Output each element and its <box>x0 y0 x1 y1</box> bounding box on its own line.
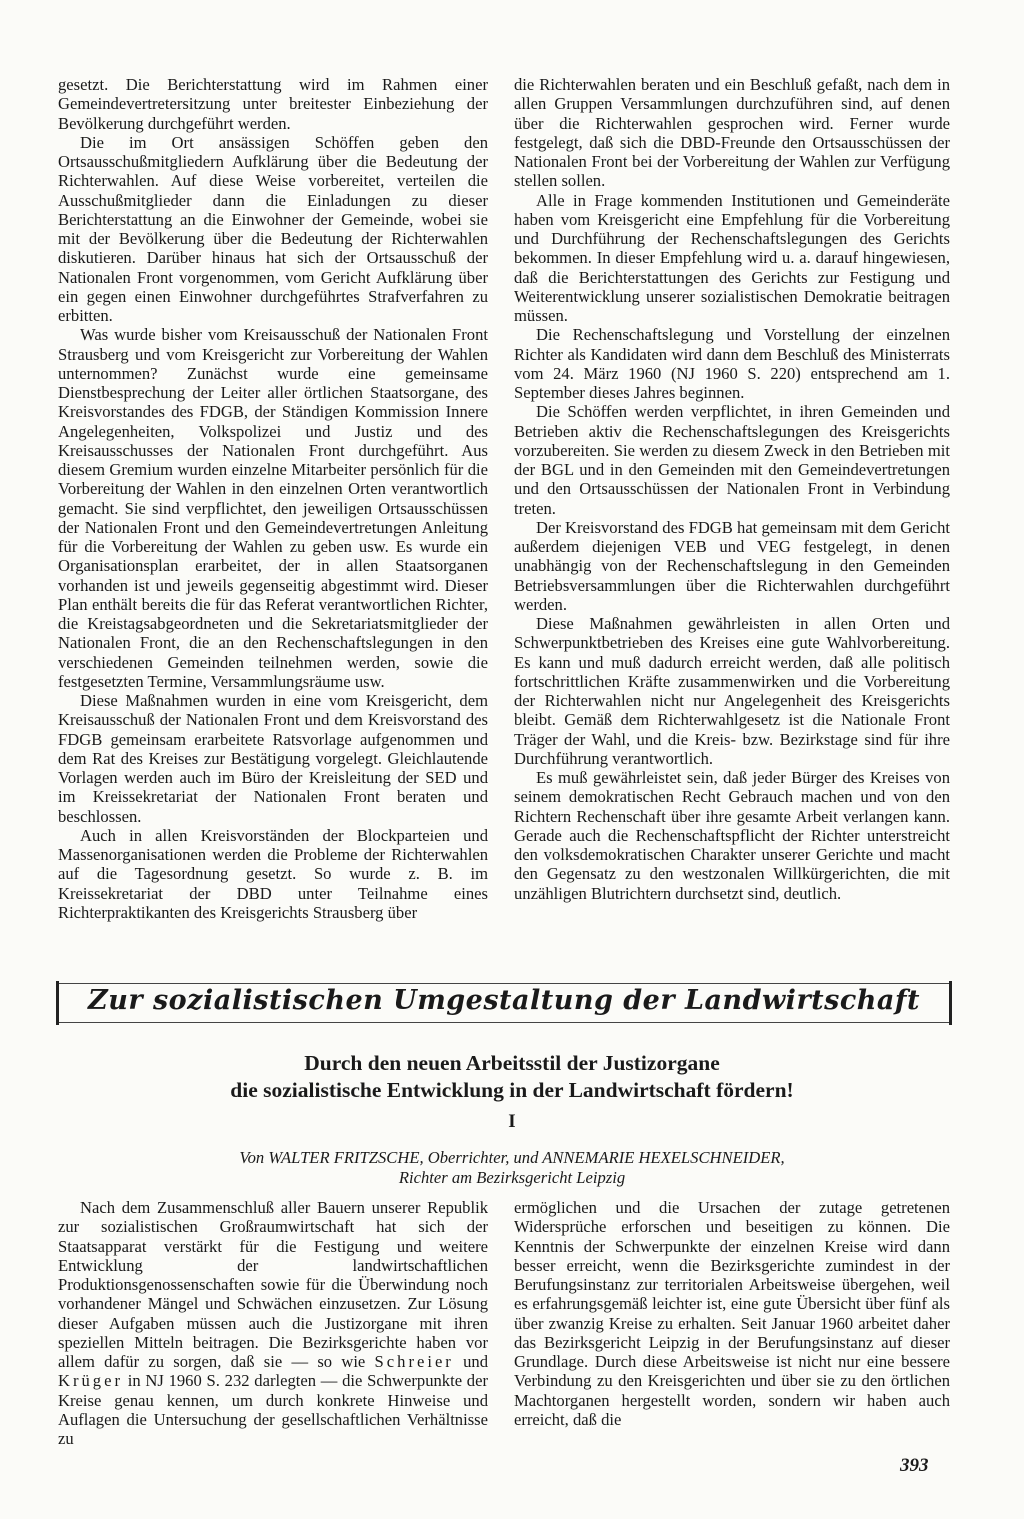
headline-line-1: Durch den neuen Arbeitsstil der Justizorgane <box>304 1051 720 1075</box>
paragraph: Was wurde bisher vom Kreisausschuß der Nationalen Front Strausberg und vom Kreisgericht zur Vorbereitung der Wahlen unternommen? Zunächst wurde eine gemeinsame Dienstbesprechung der Leiter aller örtlichen Staatsorgane, des Kreisvorstandes des FDGB, der Ständigen Kommission Innere Angelegenheiten, Volkspolizei und Justiz und des Kreisausschusses der Nationalen Front durchgeführt. Aus diesem Gremium wurden einzelne Mitarbeiter persönlich für die Vorbereitung der Wahlen in den einzelnen Orten verantwortlich gemacht. Sie sind verpflichtet, den jeweiligen Ortsausschüssen der Nationalen Front und den Gemeindevertretungen Anleitung für die Vorbereitung der Wahlen zu geben usw. Es wurde ein Organisationsplan erarbeitet, der in allen Staatsorganen vorhanden ist und jeweils gegenseitig abgestimmt wird. Dieser Plan enthält bereits die für das Referat verantwortlichen Richter, die Kreistagsabgeordneten und die Sekretariatsmitglieder der Nationalen Front, die an den Rechenschaftslegungen in den verschiedenen Gemeinden teilnehmen werden, sowie die festgesetzten Termine, Versammlungsräume usw. <box>58 325 488 691</box>
text-run: und <box>463 1352 488 1371</box>
paragraph: ermöglichen und die Ursachen der zutage getretenen Widersprüche erforschen und beseitigen zu können. Die Kenntnis der Schwerpunkte der einzelnen Kreise wird dann besser erreicht, wenn die Bezirksgerichte zumindest in der Berufungsinstanz zur territorialen Arbeitsweise übergehen, weil es erfahrungsgemäß leichter ist, eine gute Übersicht über fünf als über zwanzig Kreise zu erhalten. Seit Januar 1960 arbeitet daher das Bezirksgericht Leipzig in der Berufungsinstanz auf dieser Grundlage. Durch diese Arbeitsweise ist nicht nur eine bessere Verbindung zu den Kreisgerichten und über sie zu den örtlichen Machtorganen hergestellt worden, sondern wir haben auch erreicht, daß die <box>514 1198 950 1429</box>
byline-line-2: Richter am Bezirksgericht Leipzig <box>398 1168 626 1187</box>
paragraph: Die im Ort ansässigen Schöffen geben den Ortsausschußmitgliedern Aufklärung über die Bedeutung der Richterwahlen. Auf diese Weise vorbereitet, verteilen die Ausschußmitglieder dann die Einladungen zu dieser Berichterstattung an die Einwohner der Gemeinde, wobei sie mit der Bevölkerung über die Bedeutung der Richterwahlen diskutieren. Darüber hinaus hat sich der Ortsausschuß der Nationalen Front vorgenommen, vom Gericht Aufklärung über ein gegen einen Einwohner durchgeführtes Strafverfahren zu erbitten. <box>58 132 488 325</box>
text-run: in NJ 1960 S. 232 darlegten — die Schwerpunkte der Kreise genau kennen, um durch konkrete Hinweise und Auflagen die Untersuchung der gesellschaftlichen Verhältnisse zu <box>58 1371 488 1448</box>
paragraph: Die Rechenschaftslegung und Vorstellung der einzelnen Richter als Kandidaten wird dann dem Beschluß des Ministerrats vom 24. März 1960 (NJ 1960 S. 220) entsprechend am 1. September dieses Jahres beginnen. <box>514 325 950 402</box>
section-numeral: I <box>508 1111 516 1132</box>
paragraph: Alle in Frage kommenden Institutionen und Gemeinderäte haben vom Kreisgericht eine Empfehlung für die Vorbereitung und Durchführung der Rechenschaftslegungen des Gerichts bekommen. In dieser Empfehlung wird u. a. darauf hingewiesen, daß die Berichterstattungen des Gerichts zur Festigung und Weiterentwicklung unserer sozialistischen Demokratie beitragen müssen. <box>514 190 950 325</box>
section-banner-title: Zur sozialistischen Umgestaltung der Landwirtschaft <box>87 985 920 1016</box>
paragraph: Der Kreisvorstand des FDGB hat gemeinsam mit dem Gericht außerdem diejenigen VEB und VEG festgelegt, in denen unabhängig von der Rechenschaftslegung in den Gemeinden Betriebsversammlungen über die Richterwahlen durchgeführt werden. <box>514 517 950 614</box>
lower-right-column <box>514 1198 950 1429</box>
text-run: Nach dem Zusammenschluß aller Bauern unserer Republik zur sozialistischen Großraumwirtschaft hat sich der Staatsapparat verstärkt für die Festigung und weitere Entwicklung der landwirtschaftlichen Produktionsgenossenschaften sowie für die Überwindung noch vorhandener Mängel und Schwächen einzusetzen. Zur Lösung dieser Aufgaben müssen auch die Justizorgane mit ihren speziellen Mitteln beitragen. Die Bezirksgerichte haben vor allem dafür zu sorgen, daß sie — so wie <box>58 1198 488 1371</box>
paragraph: Es muß gewährleistet sein, daß jeder Bürger des Kreises von seinem demokratischen Recht Gebrauch machen und von den Richtern Rechenschaft über ihre gesamte Arbeit verlangen kann. Gerade auch die Rechenschaftspflicht der Richter unterstreicht den volksdemokratischen Charakter unserer Gerichte und macht den Gegensatz zu den westzonalen Willkürgerichten, die mit unzähligen Blutrichtern durchsetzt sind, deutlich. <box>514 768 950 903</box>
page-number: 393 <box>900 1455 929 1476</box>
author-reference: Krüger <box>58 1371 123 1391</box>
paragraph <box>58 1198 488 1448</box>
paragraph: Die Schöffen werden verpflichtet, in ihren Gemeinden und Betrieben aktiv die Rechenschaftslegungen des Kreisgerichts vorzubereiten. Sie werden zu diesem Zweck in den Betrieben mit der BGL und in den Gemeinden mit den Gemeindevertretungen und den Ortsausschüssen der Nationalen Front in Verbindung treten. <box>514 402 950 518</box>
section-banner <box>56 981 952 1025</box>
lower-left-column <box>58 1198 488 1448</box>
article-headline <box>100 1050 924 1104</box>
paragraph: Diese Maßnahmen gewährleisten in allen Orten und Schwerpunktbetrieben des Kreises eine gute Wahlvorbereitung. Es kann und muß dadurch erreicht werden, daß alle politisch fortschrittlichen Kräfte zusammenwirken und die Vorbereitung der Richterwahlen nicht nur Angelegenheit des Kreisgerichts bleibt. Gemäß dem Richterwahlgesetz ist die Nationale Front Träger der Wahl, und die Kreis- bzw. Bezirkstage sind für ihre Durchführung verantwortlich. <box>514 614 950 768</box>
byline-line-1: Von WALTER FRITZSCHE, Oberrichter, und ANNEMARIE HEXELSCHNEIDER, <box>239 1148 785 1167</box>
paragraph: Diese Maßnahmen wurden in eine vom Kreisgericht, dem Kreisausschuß der Nationalen Front und dem Kreisvorstand des FDGB gemeinsam erarbeitete Ratsvorlage aufgenommen und dem Rat des Kreises zur Bestätigung vorgelegt. Gleichlautende Vorlagen werden auch im Büro der Kreisleitung der SED und im Kreissekretariat der Nationalen Front beraten und beschlossen. <box>58 691 488 826</box>
headline-line-2: die sozialistische Entwicklung in der Landwirtschaft fördern! <box>230 1078 794 1102</box>
paragraph: die Richterwahlen beraten und ein Beschluß gefaßt, nach dem in allen Gruppen Versammlungen durchzuführen sind, auf denen über die Richterwahlen gesprochen wird. Ferner wurde festgelegt, daß sich die DBD-Freunde den Ortsausschüssen der Nationalen Front bei der Vorbereitung der Wahlen zur Verfügung stellen sollen. <box>514 75 950 191</box>
upper-left-column <box>58 75 488 922</box>
paragraph: Auch in allen Kreisvorständen der Blockparteien und Massenorganisationen werden die Probleme der Richterwahlen auf die Tagesordnung gesetzt. So wurde z. B. im Kreissekretariat der DBD unter Teilnahme eines Richterpraktikanten des Kreisgerichts Strausberg über <box>58 825 488 922</box>
upper-right-column <box>514 75 950 903</box>
paragraph: gesetzt. Die Berichterstattung wird im Rahmen einer Gemeindevertretersitzung unter breitester Einbeziehung der Bevölkerung durchgeführt werden. <box>58 75 488 133</box>
author-reference: Schreier <box>374 1352 454 1371</box>
article-byline <box>120 1148 904 1188</box>
